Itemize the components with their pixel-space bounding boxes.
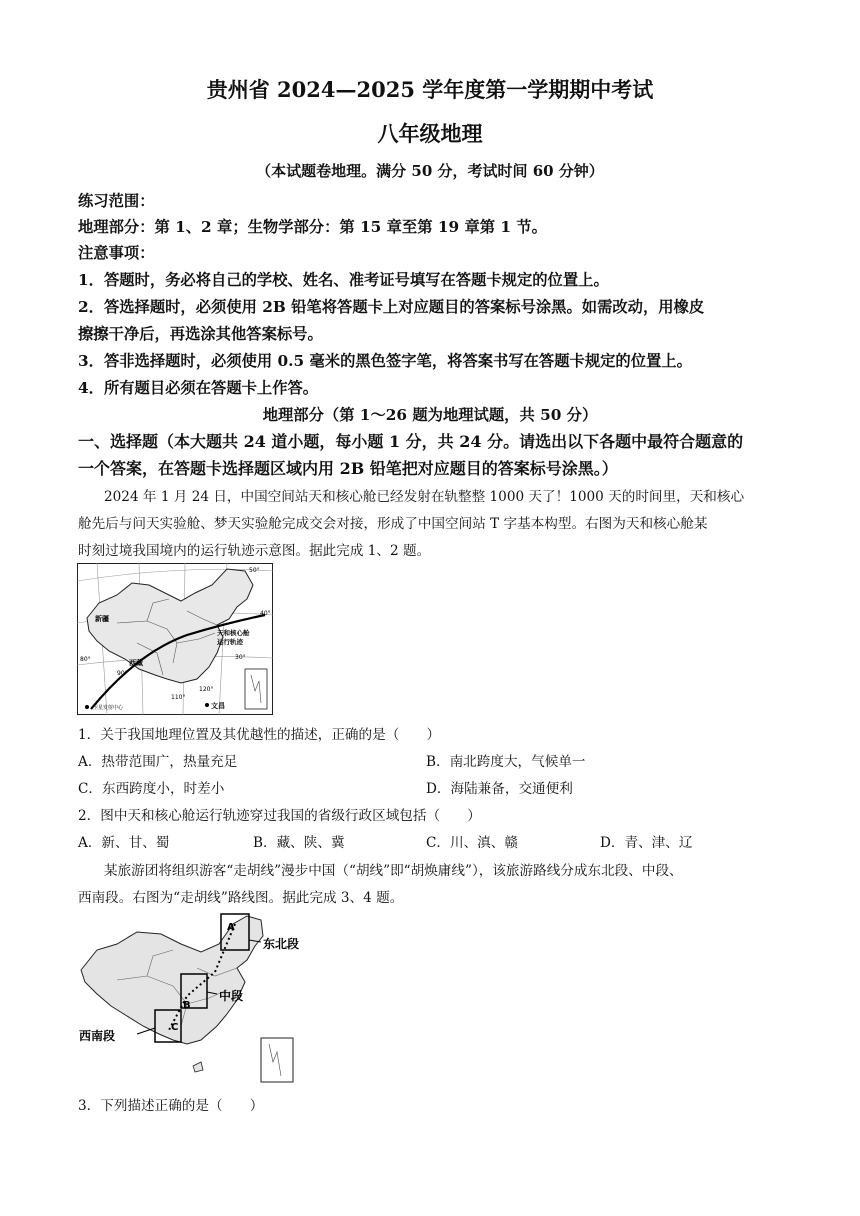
q1-option-d: D．海陆兼备，交通便利 xyxy=(426,781,573,797)
notice-item-2: 2．答选择题时，必须使用 2B 铅笔将答题卡上对应题目的答案标号涂黑。如需改动，用橡皮 xyxy=(78,298,705,316)
map-lon-80: 80° xyxy=(80,656,91,663)
scope-content: 地理部分：第 1、2 章；生物学部分：第 15 章至第 19 章第 1 节。 xyxy=(78,218,547,236)
orbit-map xyxy=(77,563,273,715)
exam-title: 贵州省 2024—2025 学年度第一学期期中考试 xyxy=(206,77,654,102)
map-label-orbit-2: 运行轨迹 xyxy=(217,638,243,646)
q1-option-b: B．南北跨度大，气候单一 xyxy=(426,754,586,770)
map-lon-90: 90° xyxy=(117,670,128,677)
notice-item-2-cont: 擦擦干净后，再选涂其他答案标号。 xyxy=(78,325,323,343)
scope-label: 练习范围： xyxy=(78,192,155,210)
q2-option-d: D．青、津、辽 xyxy=(600,835,693,851)
map-label-orbit-1: 天和核心舱 xyxy=(217,629,250,637)
map-label-launch: 卫星发射中心 xyxy=(93,705,124,711)
map-lon-120: 120° xyxy=(199,686,214,693)
map2-label-a: A xyxy=(227,922,235,933)
exam-note: （本试题卷地理。满分 50 分，考试时间 60 分钟） xyxy=(256,162,604,180)
map-label-xinjiang: 新疆 xyxy=(95,615,109,623)
map-lon-110: 110° xyxy=(171,694,186,701)
map2-label-southwest: 西南段 xyxy=(79,1029,116,1043)
map2-label-c: C xyxy=(171,1022,179,1033)
q2-option-c: C．川、滇、赣 xyxy=(426,835,518,851)
passage1-line2: 舱先后与问天实验舱、梦天实验舱完成交会对接，形成了中国空间站 T 字基本构型。右图为天和核心舱某 xyxy=(78,516,708,532)
part1-instructions-cont: 一个答案，在答题卡选择题区域内用 2B 铅笔把对应题目的答案标号涂黑。） xyxy=(78,459,618,478)
map2-label-northeast: 东北段 xyxy=(263,937,300,951)
notice-label: 注意事项： xyxy=(78,244,155,262)
map-label-wenchang: 文昌 xyxy=(211,702,225,710)
q1-option-a: A．热带范围广，热量充足 xyxy=(78,754,238,770)
passage1-line1: 2024 年 1 月 24 日，中国空间站天和核心舱已经发射在轨整整 1000 天了！1000 天的时间里，天和核心 xyxy=(104,489,745,505)
passage2-line1: 某旅游团将组织游客“走胡线”漫步中国（“胡线”即“胡焕庸线”），该旅游路线分成东北段、中段、 xyxy=(104,863,683,879)
q2-option-b: B．藏、陕、冀 xyxy=(253,835,345,851)
map-lat-50: 50° xyxy=(249,567,260,574)
notice-item-3: 3．答非选择题时，必须使用 0.5 毫米的黑色签字笔，将答案书写在答题卡规定的位置上。 xyxy=(78,352,692,370)
q3-stem: 3．下列描述正确的是（ ） xyxy=(78,1098,264,1114)
hu-line-map xyxy=(77,910,313,1086)
map2-label-b: B xyxy=(183,1000,191,1011)
q2-option-a: A．新、甘、蜀 xyxy=(78,835,170,851)
notice-item-4: 4．所有题目必须在答题卡上作答。 xyxy=(78,379,319,397)
part1-instructions: 一、选择题（本大题共 24 道小题，每小题 1 分，共 24 分。请选出以下各题中最符合题意的 xyxy=(78,432,744,451)
q1-option-c: C．东西跨度小，时差小 xyxy=(78,781,225,797)
map-lat-40: 40° xyxy=(260,610,271,617)
notice-item-1: 1．答题时，务必将自己的学校、姓名、准考证号填写在答题卡规定的位置上。 xyxy=(78,271,609,289)
q1-stem: 1．关于我国地理位置及其优越性的描述，正确的是（ ） xyxy=(78,727,441,743)
map-lat-30: 30° xyxy=(235,654,246,661)
section-title: 地理部分（第 1～26 题为地理试题，共 50 分） xyxy=(262,406,598,424)
map2-label-middle: 中段 xyxy=(219,989,244,1003)
q2-stem: 2．图中天和核心舱运行轨迹穿过我国的省级行政区域包括（ ） xyxy=(78,808,481,824)
passage2-line2: 西南段。右图为“走胡线”路线图。据此完成 3、4 题。 xyxy=(78,890,404,906)
map-label-tibet: 西藏 xyxy=(129,659,143,667)
passage1-line3: 时刻过境我国境内的运行轨迹示意图。据此完成 1、2 题。 xyxy=(78,543,431,559)
exam-subject: 八年级地理 xyxy=(377,121,483,146)
